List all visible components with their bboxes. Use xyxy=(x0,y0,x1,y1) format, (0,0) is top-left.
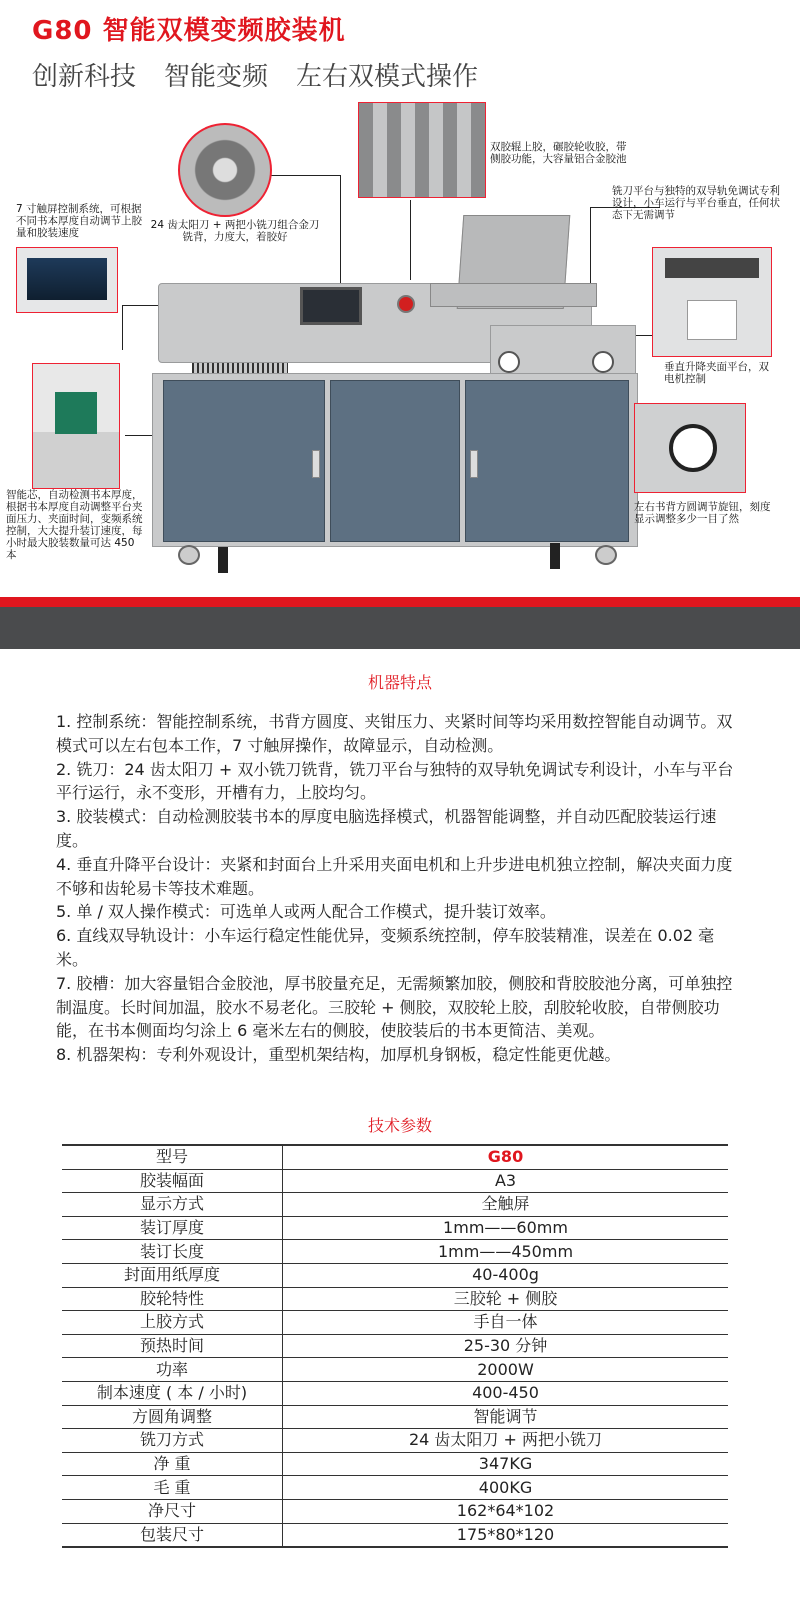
feature-item: 4. 垂直升降平台设计：夹紧和封面台上升采用夹面电机和上升步进电机独立控制，解决夹面力度不够和齿轮易卡等技术难题。 xyxy=(56,854,733,898)
features-list xyxy=(56,710,736,1067)
accent-band xyxy=(0,597,800,607)
callout-touchscreen: 7 寸触屏控制系统，可根据不同书本厚度自动调节上胶量和胶装速度 xyxy=(16,203,142,239)
spec-value: 400-450 xyxy=(283,1381,729,1405)
milling-cutter-photo xyxy=(178,123,272,217)
table-row xyxy=(62,1263,728,1287)
control-board-photo xyxy=(32,363,120,489)
subtitle-innovation: 创新科技 xyxy=(32,62,137,92)
feature-item: 5. 单 / 双人操作模式：可选单人或两人配合工作模式，提升装订效率。 xyxy=(56,902,556,922)
spec-label: 功率 xyxy=(62,1358,283,1382)
page-title: G80 智能双模变频胶装机 xyxy=(32,16,346,46)
cabinet-door-right xyxy=(465,380,629,542)
spec-value: 25-30 分钟 xyxy=(283,1334,729,1358)
table-row xyxy=(62,1381,728,1405)
spec-value: 三胶轮 + 侧胶 xyxy=(283,1287,729,1311)
subtitle-dual-mode: 左右双模式操作 xyxy=(296,62,479,92)
table-row xyxy=(62,1193,728,1217)
spec-label: 胶轮特性 xyxy=(62,1287,283,1311)
door-handle-right xyxy=(470,450,478,478)
spec-value: 1mm——450mm xyxy=(283,1240,729,1264)
callout-chip: 智能芯，自动检测书本厚度，根据书本厚度自动调整平台夹面压力、夹面时间，变频系统控制，大大提升装订速度，每小时最大胶装数量可达 450 本 xyxy=(6,489,143,561)
spec-label: 预热时间 xyxy=(62,1334,283,1358)
pressure-gauge-left-icon xyxy=(498,351,520,373)
spec-value: 全触屏 xyxy=(283,1193,729,1217)
specs-table xyxy=(62,1144,728,1548)
spec-label: 装订长度 xyxy=(62,1240,283,1264)
caster-right-icon xyxy=(595,545,617,565)
callout-glue-roller: 双胶辊上胶，碾胶轮收胶，带侧胶功能，大容量铝合金胶池 xyxy=(490,141,627,165)
spec-label: 型号 xyxy=(62,1145,283,1169)
table-row xyxy=(62,1405,728,1429)
spec-label: 包装尺寸 xyxy=(62,1523,283,1547)
feature-item: 6. 直线双导轨设计：小车运行稳定性能优异，变频系统控制，停车胶装精准，误差在 0.02 毫米。 xyxy=(56,926,715,969)
table-row xyxy=(62,1216,728,1240)
foot-left-icon xyxy=(218,547,228,573)
caster-left-icon xyxy=(178,545,200,565)
table-row xyxy=(62,1287,728,1311)
cabinet-door-center xyxy=(330,380,460,542)
spec-label: 净尺寸 xyxy=(62,1499,283,1523)
table-row xyxy=(62,1334,728,1358)
spec-value: A3 xyxy=(283,1169,729,1193)
feature-item: 3. 胶装模式：自动检测胶装书本的厚度电脑选择模式，机器智能调整，并自动匹配胶装运行速度。 xyxy=(56,807,717,850)
subtitle-inverter: 智能变频 xyxy=(164,62,269,92)
product-illustration xyxy=(0,95,800,595)
table-row xyxy=(62,1358,728,1382)
glue-roller-photo xyxy=(358,102,486,198)
table-row xyxy=(62,1311,728,1335)
foot-right-icon xyxy=(550,543,560,569)
pressure-gauge-right-icon xyxy=(592,351,614,373)
spec-value: 175*80*120 xyxy=(283,1523,729,1547)
feature-item: 8. 机器架构：专利外观设计，重型机架结构，加厚机身钢板，稳定性能更优越。 xyxy=(56,1045,621,1065)
spec-label: 毛 重 xyxy=(62,1476,283,1500)
feature-item: 7. 胶槽：加大容量铝合金胶池，厚书胶量充足，无需频繁加胶，侧胶和背胶胶池分离，可单独控制温度。长时间加温，胶水不易老化。三胶轮 + 侧胶，双胶轮上胶，刮胶轮收胶，自带侧胶功能，在书本侧面均匀涂上 6 毫米左右的侧胶，使胶装后的书本更简洁、美观。 xyxy=(56,973,733,1041)
table-row xyxy=(62,1499,728,1523)
spec-label: 制本速度 ( 本 / 小时) xyxy=(62,1381,283,1405)
spec-value: G80 xyxy=(283,1145,729,1169)
spec-label: 封面用纸厚度 xyxy=(62,1263,283,1287)
spec-value: 2000W xyxy=(283,1358,729,1382)
spec-value: 手自一体 xyxy=(283,1311,729,1335)
touchscreen-photo xyxy=(16,247,118,313)
table-row xyxy=(62,1452,728,1476)
spec-value: 1mm——60mm xyxy=(283,1216,729,1240)
spec-label: 上胶方式 xyxy=(62,1311,283,1335)
feature-item: 2. 铣刀：24 齿太阳刀 + 双小铣刀铣背，铣刀平台与独特的双导轨免调试专利设计，小车与平台平行运行，永不变形，开槽有力，上胶均匀。 xyxy=(56,759,734,803)
cover-tray xyxy=(430,283,597,307)
spec-label: 胶装幅面 xyxy=(62,1169,283,1193)
door-handle-left xyxy=(312,450,320,478)
table-row xyxy=(62,1240,728,1264)
page-subtitle xyxy=(32,56,506,93)
features-title: 机器特点 xyxy=(367,673,432,692)
table-row xyxy=(62,1169,728,1193)
callout-milling: 24 齿太阳刀 + 两把小铣刀组合金刀铣背，力度大，着胶好 xyxy=(150,219,320,243)
spec-label: 方圆角调整 xyxy=(62,1405,283,1429)
table-row xyxy=(62,1523,728,1547)
spec-value: 24 齿太阳刀 + 两把小铣刀 xyxy=(283,1429,729,1453)
feature-item: 1. 控制系统：智能控制系统，书背方圆度、夹钳压力、夹紧时间等均采用数控智能自动调节。双模式可以左右包本工作，7 寸触屏操作，故障显示，自动检测。 xyxy=(56,712,733,755)
emergency-stop-icon xyxy=(397,295,415,313)
spine-knob-photo xyxy=(634,403,746,493)
table-row xyxy=(62,1476,728,1500)
table-row xyxy=(62,1429,728,1453)
spec-label: 铣刀方式 xyxy=(62,1429,283,1453)
cabinet-door-left xyxy=(163,380,325,542)
spec-value: 347KG xyxy=(283,1452,729,1476)
specs-title: 技术参数 xyxy=(367,1116,432,1135)
spec-label: 净 重 xyxy=(62,1452,283,1476)
spec-label: 装订厚度 xyxy=(62,1216,283,1240)
callout-knob: 左右书背方圆调节旋钮，刻度显示调整多少一目了然 xyxy=(634,501,771,525)
callout-lift: 垂直升降夹面平台，双电机控制 xyxy=(664,361,769,385)
machine-touchscreen xyxy=(300,287,362,325)
spec-value: 162*64*102 xyxy=(283,1499,729,1523)
spec-label: 显示方式 xyxy=(62,1193,283,1217)
divider-band xyxy=(0,607,800,649)
spec-value: 智能调节 xyxy=(283,1405,729,1429)
spec-value: 400KG xyxy=(283,1476,729,1500)
callout-rail: 铣刀平台与独特的双导轨免调试专利设计，小车运行与平台垂直，任何状态下无需调节 xyxy=(612,185,780,221)
vent-grille xyxy=(192,363,288,373)
spec-value: 40-400g xyxy=(283,1263,729,1287)
lift-platform-photo xyxy=(652,247,772,357)
table-row xyxy=(62,1145,728,1169)
